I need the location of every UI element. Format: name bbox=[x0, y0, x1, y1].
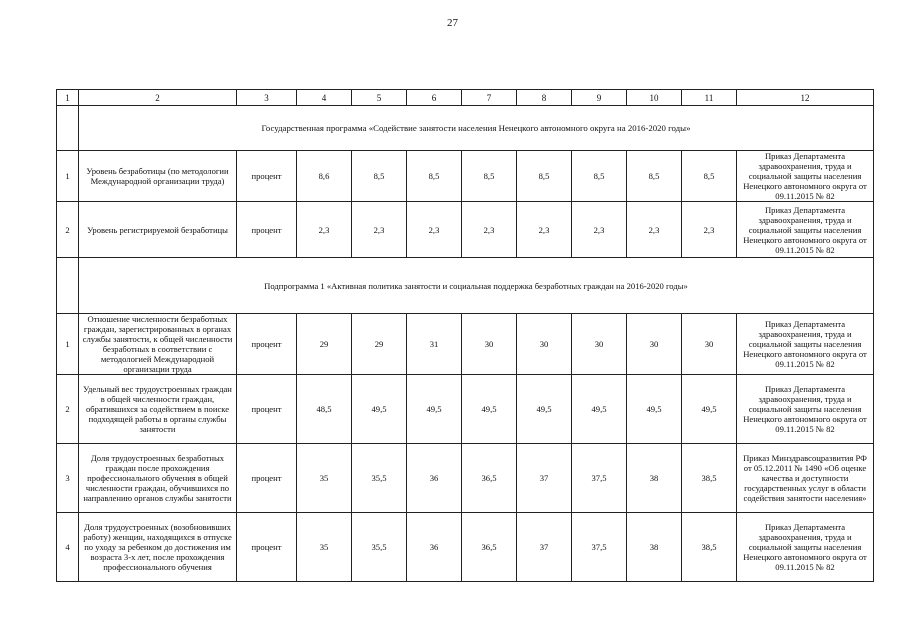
indicator-name: Удельный вес трудоустроенных граждан в общей численности граждан, обратившихся за содействием в поиске подходящей работы в органы службы занятости bbox=[79, 375, 237, 444]
column-number: 9 bbox=[572, 90, 627, 106]
value-cell: 36 bbox=[407, 513, 462, 582]
value-cell: 2,3 bbox=[682, 202, 737, 258]
value-cell: 31 bbox=[407, 314, 462, 375]
source-document: Приказ Минздравсоцразвития РФ от 05.12.2011 № 1490 «Об оценке качества и доступности государственных услуг в области содействия занятости населения» bbox=[737, 444, 874, 513]
program-title-row bbox=[57, 106, 874, 151]
blank-cell bbox=[57, 106, 79, 151]
column-number: 5 bbox=[352, 90, 407, 106]
value-cell: 2,3 bbox=[462, 202, 517, 258]
row-number: 2 bbox=[57, 202, 79, 258]
column-number: 1 bbox=[57, 90, 79, 106]
value-cell: 48,5 bbox=[297, 375, 352, 444]
value-cell: 8,5 bbox=[682, 151, 737, 202]
value-cell: 30 bbox=[627, 314, 682, 375]
value-cell: 8,5 bbox=[407, 151, 462, 202]
value-cell: 8,5 bbox=[572, 151, 627, 202]
value-cell: 38 bbox=[627, 513, 682, 582]
value-cell: 37 bbox=[517, 444, 572, 513]
value-cell: 35 bbox=[297, 513, 352, 582]
value-cell: 8,5 bbox=[352, 151, 407, 202]
unit: процент bbox=[237, 513, 297, 582]
value-cell: 36,5 bbox=[462, 444, 517, 513]
value-cell: 37,5 bbox=[572, 444, 627, 513]
unit: процент bbox=[237, 202, 297, 258]
column-number: 4 bbox=[297, 90, 352, 106]
value-cell: 38 bbox=[627, 444, 682, 513]
value-cell: 2,3 bbox=[627, 202, 682, 258]
blank-cell bbox=[57, 258, 79, 314]
value-cell: 37 bbox=[517, 513, 572, 582]
value-cell: 2,3 bbox=[572, 202, 627, 258]
subprogram-title: Подпрограмма 1 «Активная политика занятости и социальная поддержка безработных граждан на 2016-2020 годы» bbox=[79, 258, 874, 314]
column-number: 7 bbox=[462, 90, 517, 106]
value-cell: 8,5 bbox=[627, 151, 682, 202]
value-cell: 37,5 bbox=[572, 513, 627, 582]
column-number: 3 bbox=[237, 90, 297, 106]
value-cell: 8,6 bbox=[297, 151, 352, 202]
row-number: 3 bbox=[57, 444, 79, 513]
value-cell: 49,5 bbox=[572, 375, 627, 444]
value-cell: 2,3 bbox=[297, 202, 352, 258]
value-cell: 49,5 bbox=[407, 375, 462, 444]
source-document: Приказ Департамента здравоохранения, труда и социальной защиты населения Ненецкого автономного округа от 09.11.2015 № 82 bbox=[737, 151, 874, 202]
column-number-row bbox=[57, 90, 874, 106]
row-number: 1 bbox=[57, 151, 79, 202]
indicator-name: Уровень безработицы (по методологии Международной организации труда) bbox=[79, 151, 237, 202]
value-cell: 49,5 bbox=[682, 375, 737, 444]
value-cell: 29 bbox=[297, 314, 352, 375]
table-row bbox=[57, 513, 874, 582]
value-cell: 8,5 bbox=[517, 151, 572, 202]
column-number: 8 bbox=[517, 90, 572, 106]
value-cell: 30 bbox=[517, 314, 572, 375]
table-row bbox=[57, 375, 874, 444]
value-cell: 36,5 bbox=[462, 513, 517, 582]
value-cell: 38,5 bbox=[682, 444, 737, 513]
column-number: 12 bbox=[737, 90, 874, 106]
table-row bbox=[57, 151, 874, 202]
value-cell: 30 bbox=[682, 314, 737, 375]
value-cell: 2,3 bbox=[352, 202, 407, 258]
indicator-name: Отношение численности безработных граждан, зарегистрированных в органах службы занятости, к общей численности безработных в соответствии с методологией Международной организации труда bbox=[79, 314, 237, 375]
page-number: 27 bbox=[447, 17, 458, 29]
value-cell: 35,5 bbox=[352, 444, 407, 513]
table-row bbox=[57, 444, 874, 513]
source-document: Приказ Департамента здравоохранения, труда и социальной защиты населения Ненецкого автономного округа от 09.11.2015 № 82 bbox=[737, 202, 874, 258]
row-number: 4 bbox=[57, 513, 79, 582]
indicator-name: Уровень регистрируемой безработицы bbox=[79, 202, 237, 258]
source-document: Приказ Департамента здравоохранения, труда и социальной защиты населения Ненецкого автономного округа от 09.11.2015 № 82 bbox=[737, 314, 874, 375]
unit: процент bbox=[237, 375, 297, 444]
indicators-table bbox=[56, 89, 874, 582]
value-cell: 2,3 bbox=[407, 202, 462, 258]
indicator-name: Доля трудоустроенных (возобновивших работу) женщин, находящихся в отпуске по уходу за ребенком до достижения им возраста 3-х лет, после прохождения профессионального обучения bbox=[79, 513, 237, 582]
column-number: 11 bbox=[682, 90, 737, 106]
subprogram-title-row bbox=[57, 258, 874, 314]
unit: процент bbox=[237, 151, 297, 202]
row-number: 1 bbox=[57, 314, 79, 375]
column-number: 10 bbox=[627, 90, 682, 106]
unit: процент bbox=[237, 444, 297, 513]
source-document: Приказ Департамента здравоохранения, труда и социальной защиты населения Ненецкого автономного округа от 09.11.2015 № 82 bbox=[737, 375, 874, 444]
value-cell: 49,5 bbox=[352, 375, 407, 444]
value-cell: 35,5 bbox=[352, 513, 407, 582]
table-row bbox=[57, 314, 874, 375]
value-cell: 38,5 bbox=[682, 513, 737, 582]
value-cell: 49,5 bbox=[517, 375, 572, 444]
indicator-name: Доля трудоустроенных безработных граждан после прохождения профессионального обучения в общей численности граждан, обучившихся по направлению органов службы занятости bbox=[79, 444, 237, 513]
program-title: Государственная программа «Содействие занятости населения Ненецкого автономного округа на 2016-2020 годы» bbox=[79, 106, 874, 151]
value-cell: 30 bbox=[462, 314, 517, 375]
source-document: Приказ Департамента здравоохранения, труда и социальной защиты населения Ненецкого автономного округа от 09.11.2015 № 82 bbox=[737, 513, 874, 582]
table-row bbox=[57, 202, 874, 258]
value-cell: 35 bbox=[297, 444, 352, 513]
value-cell: 2,3 bbox=[517, 202, 572, 258]
row-number: 2 bbox=[57, 375, 79, 444]
value-cell: 8,5 bbox=[462, 151, 517, 202]
column-number: 2 bbox=[79, 90, 237, 106]
unit: процент bbox=[237, 314, 297, 375]
value-cell: 36 bbox=[407, 444, 462, 513]
value-cell: 30 bbox=[572, 314, 627, 375]
value-cell: 49,5 bbox=[627, 375, 682, 444]
column-number: 6 bbox=[407, 90, 462, 106]
value-cell: 29 bbox=[352, 314, 407, 375]
value-cell: 49,5 bbox=[462, 375, 517, 444]
